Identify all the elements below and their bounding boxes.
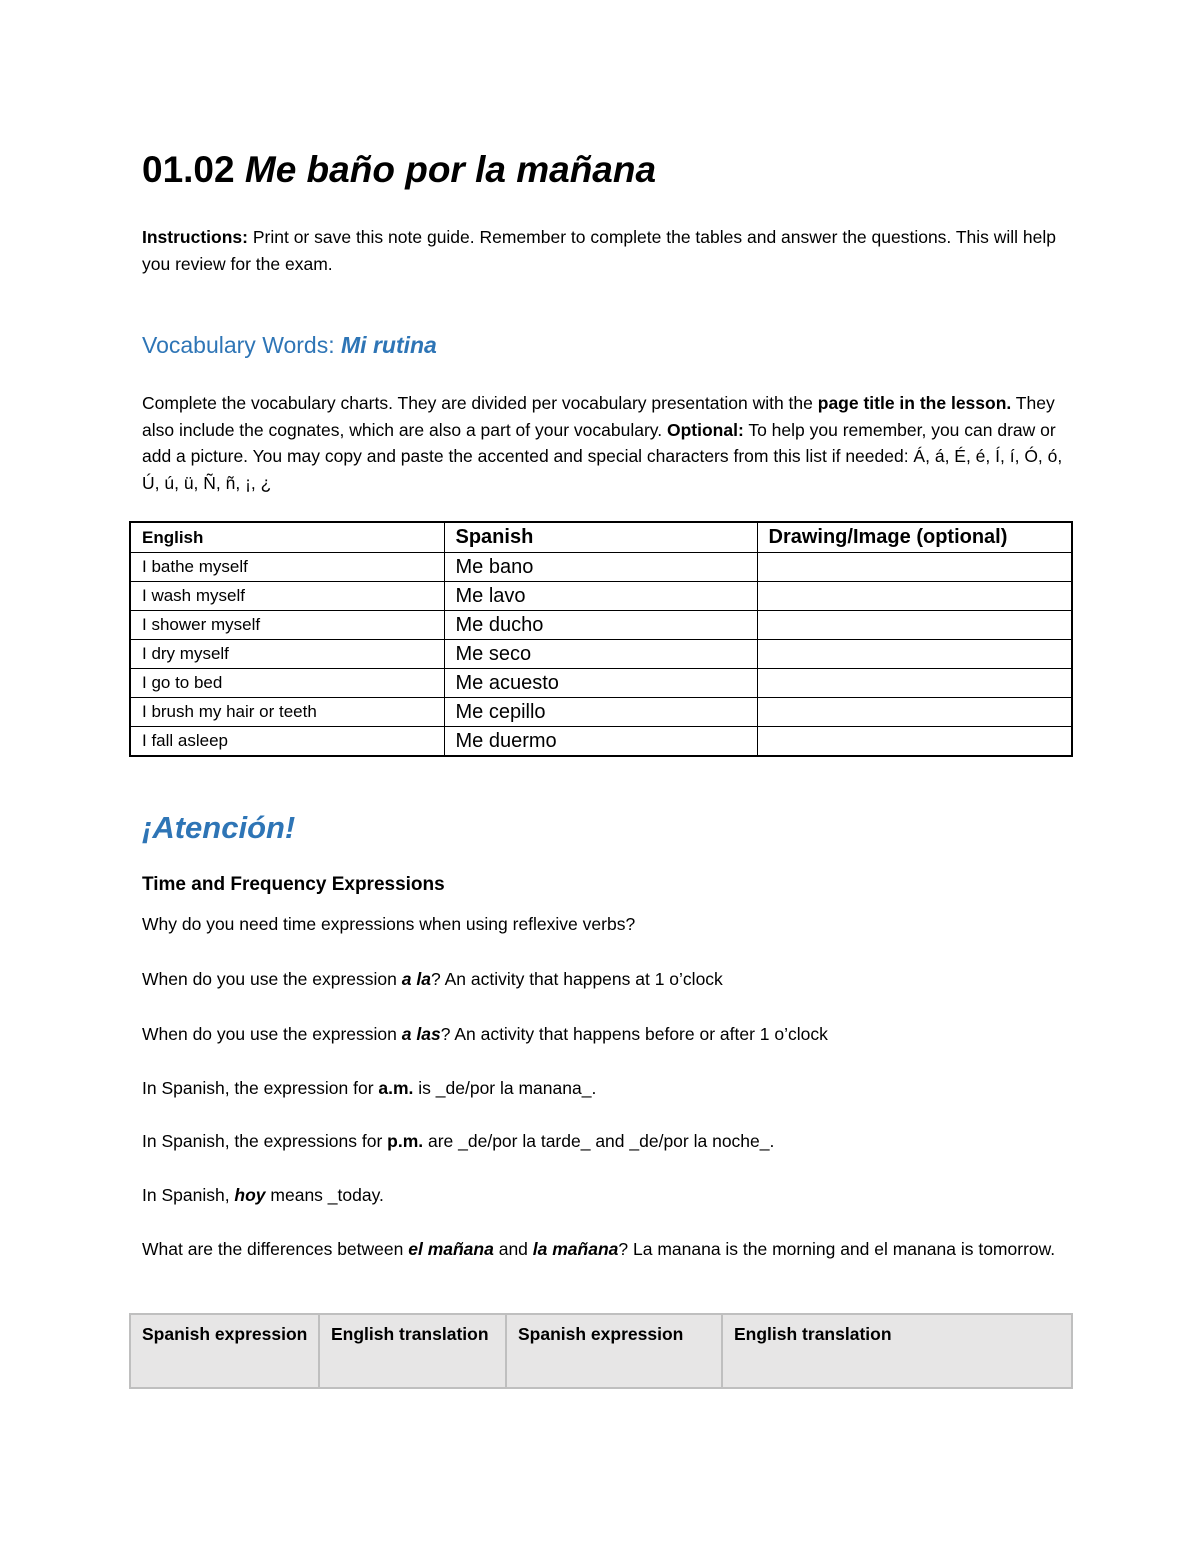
atencion-heading: ¡Atención! — [142, 810, 296, 845]
instructions-paragraph — [142, 224, 1072, 277]
vocabulary-table-header — [130, 522, 1072, 553]
q3-text-1: When do you use the expression — [142, 1024, 402, 1044]
english-cell: I go to bed — [130, 669, 444, 698]
instructions-text: Print or save this note guide. Remember to complete the tables and answer the questions. This will help you review for the exam. — [142, 227, 1057, 274]
drawing-cell — [757, 727, 1072, 757]
vocab-intro-text-2: They also include the cognates, which are also a part of your vocabulary. — [142, 393, 1055, 440]
header-english-translation-2: English translation — [722, 1314, 1072, 1388]
q4-term: a.m. — [378, 1078, 414, 1098]
q2-term: a la — [401, 969, 431, 989]
vocab-intro-paragraph — [142, 390, 1072, 496]
table-row — [130, 611, 1072, 640]
header-drawing: Drawing/Image (optional) — [757, 522, 1072, 553]
vocab-heading-name: Mi rutina — [341, 332, 437, 358]
q2-text-2: ? An activity that happens at 1 o’clock — [430, 969, 723, 989]
question-am — [142, 1075, 1072, 1102]
expressions-table — [129, 1313, 1073, 1389]
q6-text-2: means _today. — [265, 1185, 384, 1205]
table-row — [130, 669, 1072, 698]
spanish-cell: Me ducho — [444, 611, 757, 640]
english-cell: I fall asleep — [130, 727, 444, 757]
q5-text-2: are _de/por la tarde_ and _de/por la noche_. — [423, 1131, 775, 1151]
vocab-intro-text-1: Complete the vocabulary charts. They are divided per vocabulary presentation with the — [142, 393, 818, 413]
q7-text-2: and — [493, 1239, 533, 1259]
table-row — [130, 553, 1072, 582]
title-number: 01.02 — [142, 149, 235, 190]
q4-text-2: is _de/por la manana_. — [413, 1078, 597, 1098]
q4-text-1: In Spanish, the expression for — [142, 1078, 379, 1098]
question-manana — [142, 1236, 1072, 1263]
page-title — [142, 148, 656, 192]
q7-text-1: What are the differences between — [142, 1239, 409, 1259]
q5-text-1: In Spanish, the expressions for — [142, 1131, 388, 1151]
header-english-translation-1: English translation — [319, 1314, 506, 1388]
q6-text-1: In Spanish, — [142, 1185, 235, 1205]
question-time-expressions: Why do you need time expressions when using reflexive verbs? — [142, 914, 636, 934]
q3-text-2: ? An activity that happens before or after 1 o’clock — [440, 1024, 828, 1044]
vocab-heading-prefix: Vocabulary Words: — [142, 332, 342, 358]
time-expressions-heading: Time and Frequency Expressions — [142, 874, 445, 895]
vocab-intro-bold-2: Optional: — [666, 419, 744, 440]
vocab-intro-bold-1: page title in the lesson. — [817, 393, 1012, 413]
table-row — [130, 698, 1072, 727]
q7-text-3: ? La manana is the morning and el manana is tomorrow. — [618, 1239, 1056, 1259]
title-name: Me baño por la mañana — [244, 149, 657, 190]
drawing-cell — [757, 669, 1072, 698]
table-row — [130, 640, 1072, 669]
table-row — [130, 727, 1072, 757]
question-pm — [142, 1128, 1072, 1155]
drawing-cell — [757, 553, 1072, 582]
q5-term: p.m. — [387, 1131, 424, 1151]
question-a-las — [142, 1021, 1072, 1048]
spanish-cell: Me seco — [444, 640, 757, 669]
spanish-cell: Me bano — [444, 553, 757, 582]
spanish-cell: Me duermo — [444, 727, 757, 757]
spanish-cell: Me cepillo — [444, 698, 757, 727]
q6-term: hoy — [234, 1185, 266, 1205]
spanish-cell: Me lavo — [444, 582, 757, 611]
question-a-la — [142, 966, 1072, 993]
drawing-cell — [757, 698, 1072, 727]
header-english: English — [130, 522, 444, 553]
vocab-intro-text-3: To help you remember, you can draw or add a picture. You may copy and paste the accented and special characters from this list if needed: Á, á, É, é, Í, í, Ó, ó, Ú, ú, ü, Ñ, ñ, ¡, ¿ — [142, 419, 1063, 493]
q7-term-2: la mañana — [532, 1239, 619, 1259]
question-hoy — [142, 1182, 1072, 1209]
drawing-cell — [757, 640, 1072, 669]
drawing-cell — [757, 611, 1072, 640]
q3-term: a las — [401, 1024, 441, 1044]
vocab-heading — [142, 332, 437, 359]
english-cell: I brush my hair or teeth — [130, 698, 444, 727]
vocabulary-table — [129, 521, 1073, 757]
drawing-cell — [757, 582, 1072, 611]
header-spanish: Spanish — [444, 522, 757, 553]
expressions-table-header — [130, 1314, 1072, 1388]
header-spanish-expression-1: Spanish expression — [130, 1314, 319, 1388]
q2-text-1: When do you use the expression — [142, 969, 402, 989]
english-cell: I wash myself — [130, 582, 444, 611]
english-cell: I bathe myself — [130, 553, 444, 582]
spanish-cell: Me acuesto — [444, 669, 757, 698]
q7-term-1: el mañana — [408, 1239, 494, 1259]
english-cell: I dry myself — [130, 640, 444, 669]
header-spanish-expression-2: Spanish expression — [506, 1314, 722, 1388]
instructions-label: Instructions: — [142, 227, 248, 247]
table-row — [130, 582, 1072, 611]
english-cell: I shower myself — [130, 611, 444, 640]
